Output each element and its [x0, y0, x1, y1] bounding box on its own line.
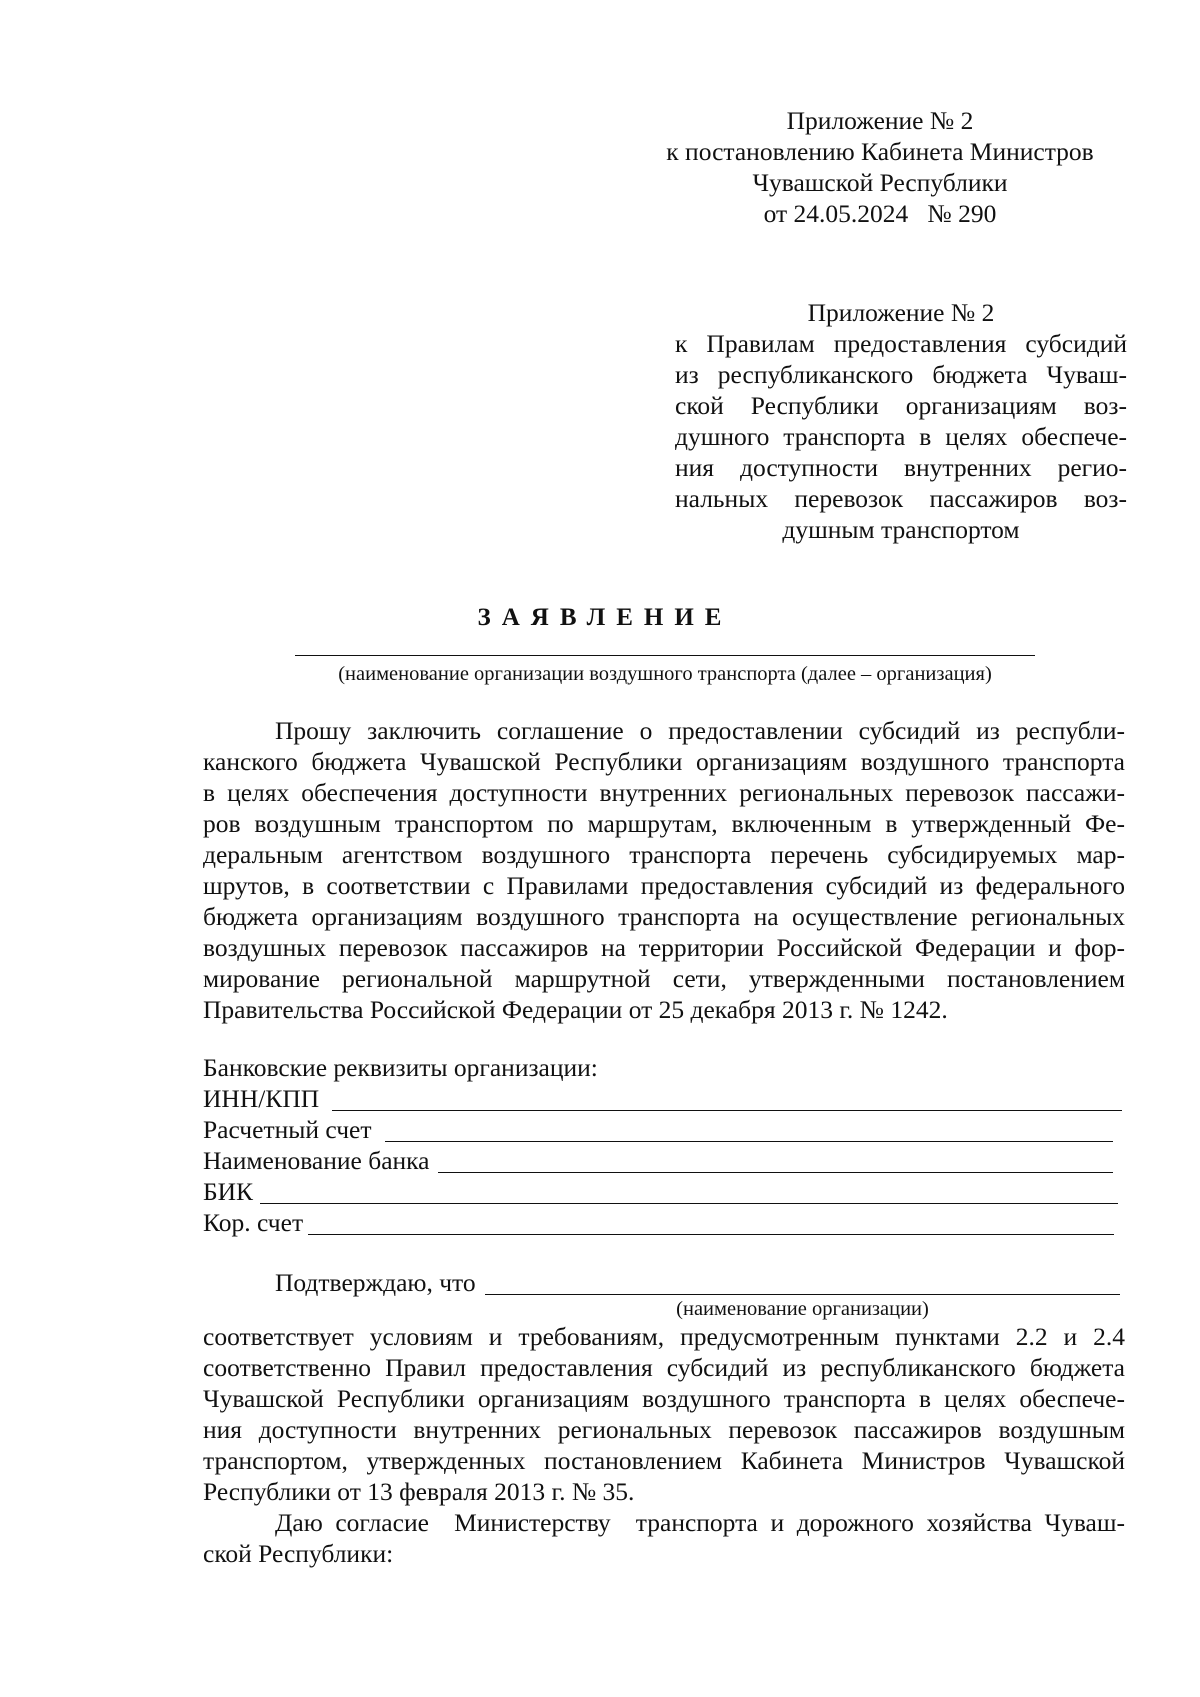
- annex-rules-line: ния доступности внутренних регио-: [675, 453, 1127, 482]
- org-name-caption: (наименование организации воздушного транспорта (далее – организация): [338, 663, 992, 685]
- paragraph-line: транспортом, утвержденных постановлением Кабинета Министров Чувашской: [203, 1446, 1125, 1475]
- annex-rules-title: Приложение № 2: [807, 298, 995, 327]
- paragraph-line: соответствует условиям и требованиям, предусмотренным пунктами 2.2 и 2.4: [203, 1322, 1125, 1351]
- paragraph-line: ров воздушным транспортом по маршрутам, включенным в утвержденный Фе-: [203, 809, 1125, 838]
- annex-header-line: от 24.05.2024 № 290: [763, 199, 997, 228]
- bank-name-field[interactable]: [438, 1172, 1113, 1173]
- annex-header-line: Чувашской Республики: [752, 168, 1008, 197]
- paragraph-line: мирование региональной маршрутной сети, утвержденными постановлением: [203, 964, 1125, 993]
- annex-rules-line: ской Республики организациям воз-: [675, 391, 1127, 420]
- bik-field[interactable]: [260, 1203, 1118, 1204]
- annex-header-line: Приложение № 2: [786, 106, 974, 135]
- bank-heading: Банковские реквизиты организации:: [203, 1053, 598, 1082]
- annex-rules-line: из республиканского бюджета Чуваш-: [675, 360, 1127, 389]
- confirm-lead: Подтверждаю, что: [275, 1268, 476, 1297]
- document-title: ЗАЯВЛЕНИЕ: [477, 604, 733, 631]
- request-paragraph: [203, 715, 1125, 1025]
- paragraph-line: Республики от 13 февраля 2013 г. № 35.: [203, 1477, 635, 1506]
- annex-rules-line: душного транспорта в целях обеспече-: [675, 422, 1127, 451]
- annex-rules: [675, 297, 1127, 545]
- paragraph-line: канского бюджета Чувашской Республики организациям воздушного транспорта: [203, 747, 1125, 776]
- annex-rules-line: душным транспортом: [782, 515, 1020, 544]
- paragraph-line: ской Республики:: [203, 1539, 394, 1568]
- annex-header: [655, 105, 1105, 229]
- bik-label: БИК: [203, 1177, 254, 1206]
- corr-account-label: Кор. счет: [203, 1208, 304, 1237]
- paragraph-line: в целях обеспечения доступности внутренних региональных перевозок пассажи-: [203, 778, 1125, 807]
- annex-rules-line: нальных перевозок пассажиров воз-: [675, 484, 1127, 513]
- paragraph-line: шрутов, в соответствии с Правилами предоставления субсидий из федерального: [203, 871, 1125, 900]
- account-field[interactable]: [385, 1141, 1113, 1142]
- org-name-field[interactable]: [295, 655, 1035, 656]
- corr-account-field[interactable]: [308, 1234, 1114, 1235]
- account-label: Расчетный счет: [203, 1115, 372, 1144]
- paragraph-line: Даю согласие Министерству транспорта и дорожного хозяйства Чуваш-: [275, 1508, 1125, 1537]
- confirm-paragraph: [203, 1321, 1125, 1507]
- paragraph-line: бюджета организациям воздушного транспорта на осуществление региональных: [203, 902, 1125, 931]
- paragraph-line: деральным агентством воздушного транспорта перечень субсидируемых мар-: [203, 840, 1125, 869]
- paragraph-line: Чувашской Республики организациям воздушного транспорта в целях обеспече-: [203, 1384, 1125, 1413]
- bank-name-label: Наименование банка: [203, 1146, 430, 1175]
- paragraph-line: соответственно Правил предоставления субсидий из республиканского бюджета: [203, 1353, 1125, 1382]
- paragraph-line: Правительства Российской Федерации от 25 декабря 2013 г. № 1242.: [203, 995, 948, 1024]
- inn-kpp-field[interactable]: [332, 1110, 1122, 1111]
- confirm-org-caption: (наименование организации): [676, 1298, 929, 1320]
- paragraph-line: воздушных перевозок пассажиров на территории Российской Федерации и фор-: [203, 933, 1125, 962]
- consent-paragraph: [203, 1507, 1125, 1569]
- paragraph-line: ния доступности внутренних региональных перевозок пассажиров воздушным: [203, 1415, 1125, 1444]
- confirm-org-field[interactable]: [485, 1294, 1120, 1295]
- paragraph-line: Прошу заключить соглашение о предоставлении субсидий из республи-: [275, 716, 1125, 745]
- annex-rules-line: к Правилам предоставления субсидий: [675, 329, 1127, 358]
- annex-header-line: к постановлению Кабинета Министров: [666, 137, 1094, 166]
- inn-kpp-label: ИНН/КПП: [203, 1084, 320, 1113]
